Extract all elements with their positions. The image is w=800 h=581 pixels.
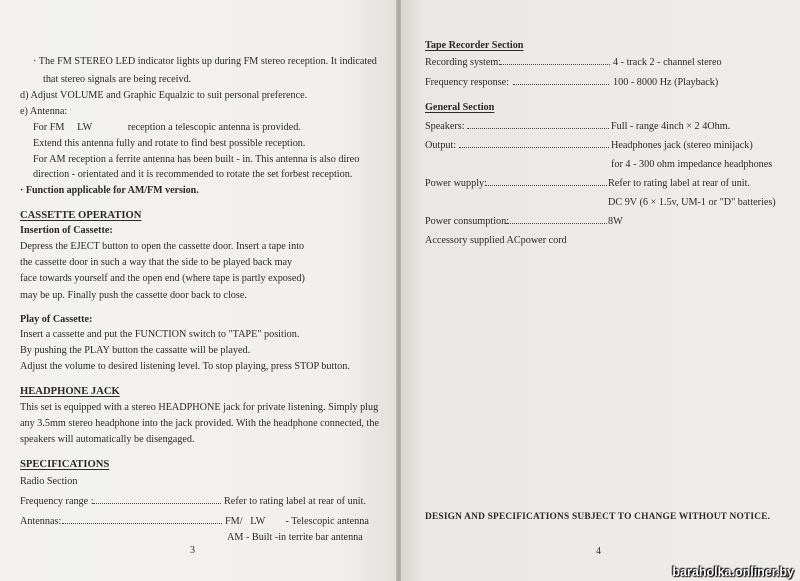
- design-notice: DESIGN AND SPECIFICATIONS SUBJECT TO CHANGE WITHOUT NOTICE.: [425, 512, 771, 522]
- intro-line-8: direction - orientated and it is recommended to rotate the set forbest reception.: [33, 169, 353, 180]
- speakers-label: Speakers:: [425, 121, 465, 132]
- power-supply-value-2: DC 9V (6 × 1.5v, UM-1 or "D" batteries): [608, 197, 776, 208]
- tape-recorder-heading: Tape Recorder Section: [425, 40, 524, 51]
- play-line-3: Adjust the volume to desired listening level. To stop playing, press STOP button.: [20, 361, 350, 372]
- recording-system-value: 4 - track 2 - channel stereo: [613, 57, 722, 68]
- right-page: [401, 0, 800, 581]
- frequency-response-leader: [513, 83, 609, 85]
- general-section-heading: General Section: [425, 102, 495, 113]
- frequency-response-label: Frequency response:: [425, 77, 510, 88]
- accessory-line: Accessory supplied ACpower cord: [425, 235, 567, 246]
- intro-line-3: d) Adjust VOLUME and Graphic Equalzic to suit personal preference.: [20, 90, 308, 101]
- page-number-left: 3: [190, 545, 195, 556]
- recording-system-leader: [500, 63, 610, 65]
- headphone-line-2: any 3.5mm stereo headphone into the jack provided. With the headphone connected, the: [20, 418, 379, 429]
- speakers-value: Full - range 4inch × 2 4Ohm.: [611, 121, 731, 132]
- insertion-line-3: face towards yourself and the open end (where tape is partly exposed): [20, 273, 305, 284]
- recording-system-label: Recording system:: [425, 57, 502, 68]
- power-supply-label: Power wupply:: [425, 178, 487, 189]
- intro-line-6: Extend this antenna fully and rotate to find best possible reception.: [33, 138, 306, 149]
- output-leader: [459, 146, 609, 148]
- page-number-right: 4: [596, 546, 601, 557]
- intro-line-4: e) Antenna:: [20, 106, 68, 117]
- specifications-heading: SPECIFICATIONS: [20, 459, 110, 470]
- insertion-heading: Insertion of Cassette:: [20, 225, 113, 236]
- headphone-jack-heading: HEADPHONE JACK: [20, 386, 120, 397]
- intro-line-5: For FM LW reception a telescopic antenna is provided.: [33, 122, 301, 133]
- function-note: · Function applicable for AM/FM version.: [20, 185, 199, 196]
- headphone-line-3: speakers will automatically be disengaged.: [20, 434, 195, 445]
- speakers-leader: [467, 127, 609, 129]
- radio-section-label: Radio Section: [20, 476, 78, 487]
- watermark: baraholka.onliner.by: [672, 565, 794, 579]
- play-heading: Play of Cassette:: [20, 314, 93, 325]
- output-value: Headphones jack (stereo minijack): [611, 140, 753, 151]
- insertion-line-1: Depress the EJECT button to open the cassette door. Insert a tape into: [20, 241, 305, 252]
- antennas-value: FM/ LW - Telescopic antenna: [225, 516, 369, 527]
- frequency-range-leader: [93, 502, 221, 504]
- intro-line-1: · The FM STEREO LED indicator lights up during FM stereo reception. It indicated: [33, 56, 377, 67]
- play-line-1: Insert a cassette and put the FUNCTION switch to "TAPE" position.: [20, 329, 300, 340]
- frequency-response-value: 100 - 8000 Hz (Playback): [613, 77, 719, 88]
- frequency-range-value: Refer to rating label at rear of unit.: [224, 496, 366, 507]
- power-supply-leader: [485, 184, 607, 186]
- intro-line-2: that stereo signals are being receivd.: [43, 74, 192, 85]
- power-consumption-leader: [505, 222, 607, 224]
- play-line-2: By pushing the PLAY button the cassatte will be played.: [20, 345, 251, 356]
- power-consumption-label: Power consumption:: [425, 216, 510, 227]
- antennas-leader: [62, 522, 222, 524]
- antennas-label: Antennas:: [20, 516, 62, 527]
- insertion-line-2: the cassette door in such a way that the side to be played back may: [20, 257, 293, 268]
- insertion-line-4: may be up. Finally push the cassette door back to close.: [20, 290, 247, 301]
- left-page: [0, 0, 398, 581]
- headphone-line-1: This set is equipped with a stereo HEADPHONE jack for private listening. Simply plug: [20, 402, 379, 413]
- frequency-range-label: Frequency range :: [20, 496, 94, 507]
- output-value-2: for 4 - 300 ohm impedance headphones: [611, 159, 773, 170]
- cassette-operation-heading: CASSETTE OPERATION: [20, 210, 142, 221]
- intro-line-7: For AM reception a ferrite antenna has been built - in. This antenna is also direo: [33, 154, 360, 165]
- antennas-value-2: AM - Built -in territe bar antenna: [227, 532, 363, 543]
- output-label: Output:: [425, 140, 457, 151]
- power-supply-value: Refer to rating label at rear of unit.: [608, 178, 750, 189]
- power-consumption-value: 8W: [608, 216, 623, 227]
